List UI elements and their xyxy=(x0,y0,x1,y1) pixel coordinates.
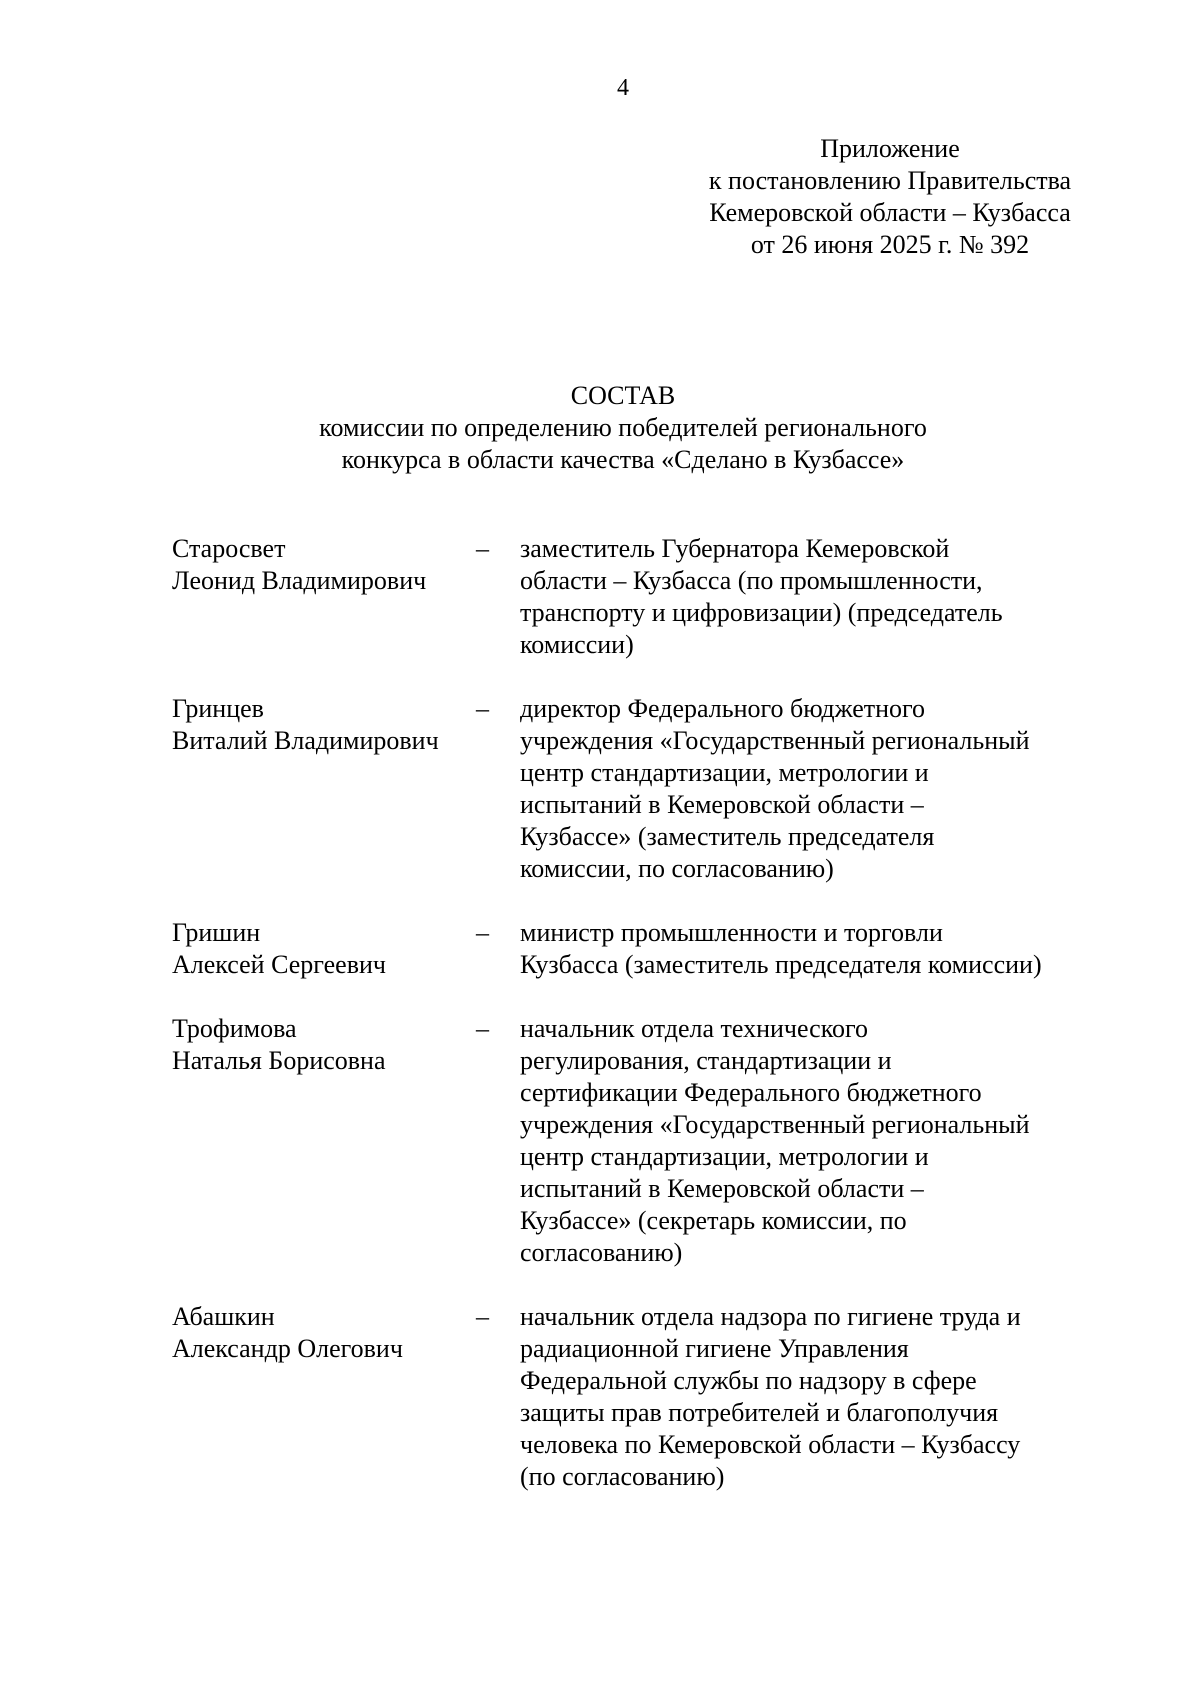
member-role xyxy=(520,1301,1110,1493)
role-line: области – Кузбасса (по промышленности, xyxy=(520,566,983,595)
appendix-line: от 26 июня 2025 г. № 392 xyxy=(750,230,1030,259)
dash-separator: – xyxy=(476,1302,489,1331)
member-surname: Трофимова xyxy=(172,1014,297,1043)
member-given-names: Наталья Борисовна xyxy=(172,1046,386,1075)
member-entry xyxy=(172,1301,1132,1493)
member-given-names: Виталий Владимирович xyxy=(172,726,439,755)
role-line: центр стандартизации, метрологии и xyxy=(520,758,929,787)
role-line: министр промышленности и торговли xyxy=(520,918,943,947)
member-given-names: Александр Олегович xyxy=(172,1334,403,1363)
role-line: учреждения «Государственный региональный xyxy=(520,1110,1030,1139)
role-line: испытаний в Кемеровской области – xyxy=(520,790,924,819)
member-role xyxy=(520,693,1110,885)
member-role xyxy=(520,1013,1110,1269)
member-surname: Гринцев xyxy=(172,694,264,723)
member-name xyxy=(172,533,476,661)
appendix-line: к постановлению Правительства xyxy=(708,166,1072,195)
role-line: испытаний в Кемеровской области – xyxy=(520,1174,924,1203)
role-line: регулирования, стандартизации и xyxy=(520,1046,892,1075)
role-line: заместитель Губернатора Кемеровской xyxy=(520,534,950,563)
role-line: начальник отдела технического xyxy=(520,1014,869,1043)
role-line: Кузбассе» (секретарь комиссии, по xyxy=(520,1206,907,1235)
appendix-header xyxy=(660,133,1120,261)
dash-separator: – xyxy=(476,1014,489,1043)
role-line: сертификации Федерального бюджетного xyxy=(520,1078,982,1107)
member-role xyxy=(520,917,1110,981)
member-entry xyxy=(172,533,1132,661)
page-number: 4 xyxy=(617,75,629,101)
role-line: транспорту и цифровизации) (председатель xyxy=(520,598,1003,627)
member-name xyxy=(172,1013,476,1269)
role-line: начальник отдела надзора по гигиене труда и xyxy=(520,1302,1021,1331)
member-entry xyxy=(172,693,1132,885)
role-line: радиационной гигиене Управления xyxy=(520,1334,909,1363)
role-line: учреждения «Государственный региональный xyxy=(520,726,1030,755)
members-list xyxy=(172,533,1132,1525)
title-subtitle-line: комиссии по определению победителей регионального xyxy=(319,413,927,442)
dash-separator: – xyxy=(476,918,489,947)
role-line: Кузбасса (заместитель председателя комиссии) xyxy=(520,950,1042,979)
role-line: защиты прав потребителей и благополучия xyxy=(520,1398,999,1427)
title-heading: СОСТАВ xyxy=(570,381,676,410)
title-subtitle-line: конкурса в области качества «Сделано в Кузбассе» xyxy=(341,445,905,474)
member-name xyxy=(172,1301,476,1493)
member-entry xyxy=(172,917,1132,981)
role-line: (по согласованию) xyxy=(520,1462,725,1491)
member-name xyxy=(172,693,476,885)
document-title xyxy=(0,380,1200,476)
appendix-line: Кемеровской области – Кузбасса xyxy=(709,198,1071,227)
role-line: директор Федерального бюджетного xyxy=(520,694,926,723)
role-line: Кузбассе» (заместитель председателя xyxy=(520,822,935,851)
member-name xyxy=(172,917,476,981)
member-entry xyxy=(172,1013,1132,1269)
role-line: центр стандартизации, метрологии и xyxy=(520,1142,929,1171)
appendix-line: Приложение xyxy=(820,134,960,163)
dash-separator: – xyxy=(476,534,489,563)
member-given-names: Леонид Владимирович xyxy=(172,566,427,595)
member-role xyxy=(520,533,1110,661)
member-given-names: Алексей Сергеевич xyxy=(172,950,386,979)
member-surname: Гришин xyxy=(172,918,261,947)
role-line: человека по Кемеровской области – Кузбассу xyxy=(520,1430,1021,1459)
role-line: согласованию) xyxy=(520,1238,683,1267)
member-surname: Абашкин xyxy=(172,1302,275,1331)
role-line: комиссии, по согласованию) xyxy=(520,854,834,883)
member-surname: Старосвет xyxy=(172,534,286,563)
role-line: комиссии) xyxy=(520,630,634,659)
dash-separator: – xyxy=(476,694,489,723)
role-line: Федеральной службы по надзору в сфере xyxy=(520,1366,977,1395)
